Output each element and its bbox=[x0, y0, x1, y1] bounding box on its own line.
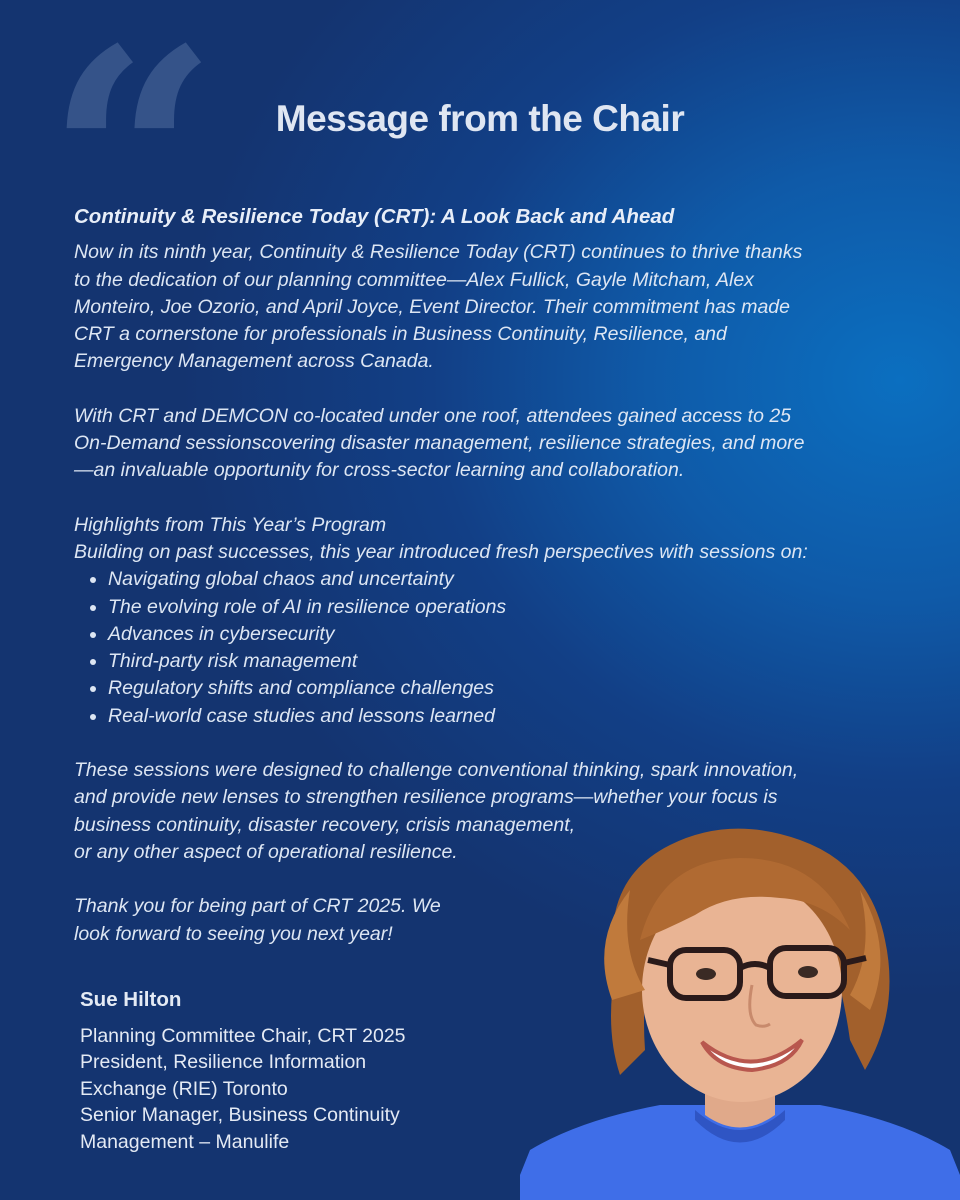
text-line: Now in its ninth year, Continuity & Resilience Today (CRT) continues to thrive thanks bbox=[74, 241, 803, 264]
list-item: • Advances in cybersecurity bbox=[108, 621, 914, 648]
highlights-heading: Highlights from This Year’s Program bbox=[74, 513, 387, 536]
list-item: • The evolving role of AI in resilience operations bbox=[108, 594, 914, 621]
text-line: CRT a cornerstone for professionals in Business Continuity, Resilience, and bbox=[74, 323, 727, 346]
highlights-intro: Building on past successes, this year introduced fresh perspectives with sessions on: bbox=[74, 540, 808, 563]
role-line: Senior Manager, Business Continuity bbox=[80, 1104, 400, 1126]
text-line: look forward to seeing you next year! bbox=[74, 922, 393, 945]
list-item: • Real-world case studies and lessons learned bbox=[108, 703, 914, 730]
page-title: Message from the Chair bbox=[275, 98, 685, 139]
text-line: and provide new lenses to strengthen resilience programs—whether your focus is bbox=[74, 786, 778, 809]
text-line: Emergency Management across Canada. bbox=[74, 350, 434, 373]
role-line: President, Resilience Information bbox=[80, 1051, 367, 1073]
highlights-list bbox=[74, 566, 914, 730]
text-line: Thank you for being part of CRT 2025. We bbox=[74, 895, 441, 918]
text-line: or any other aspect of operational resilience. bbox=[74, 840, 458, 863]
portrait-photo bbox=[520, 820, 960, 1200]
role-line: Exchange (RIE) Toronto bbox=[80, 1077, 288, 1100]
article-subtitle: Continuity & Resilience Today (CRT): A Look Back and Ahead bbox=[74, 205, 675, 228]
text-line: Monteiro, Joe Ozorio, and April Joyce, Event Director. Their commitment has made bbox=[74, 295, 790, 318]
text-line: —an invaluable opportunity for cross-sector learning and collaboration. bbox=[74, 459, 685, 482]
list-item: • Third-party risk management bbox=[108, 648, 914, 675]
colocation-paragraph bbox=[74, 403, 914, 485]
text-line: With CRT and DEMCON co-located under one roof, attendees gained access to 25 bbox=[74, 404, 792, 427]
text-line: business continuity, disaster recovery, crisis management, bbox=[74, 813, 576, 836]
text-line: to the dedication of our planning committee—Alex Fullick, Gayle Mitcham, Alex bbox=[74, 268, 754, 291]
signatory-name: Sue Hilton bbox=[80, 988, 182, 1011]
list-item: • Regulatory shifts and compliance challenges bbox=[108, 675, 914, 702]
highlights-section bbox=[74, 512, 914, 730]
opening-quote-icon: “ bbox=[46, 0, 219, 336]
list-item: • Navigating global chaos and uncertainty bbox=[108, 566, 914, 593]
role-line: Management – Manulife bbox=[80, 1130, 290, 1153]
signature-block bbox=[80, 987, 500, 1155]
text-line: These sessions were designed to challenge conventional thinking, spark innovation, bbox=[74, 759, 799, 782]
intro-paragraph bbox=[74, 239, 914, 375]
role-line: Planning Committee Chair, CRT 2025 bbox=[80, 1024, 406, 1047]
text-line: On-Demand sessionscovering disaster management, resilience strategies, and more bbox=[74, 432, 805, 455]
